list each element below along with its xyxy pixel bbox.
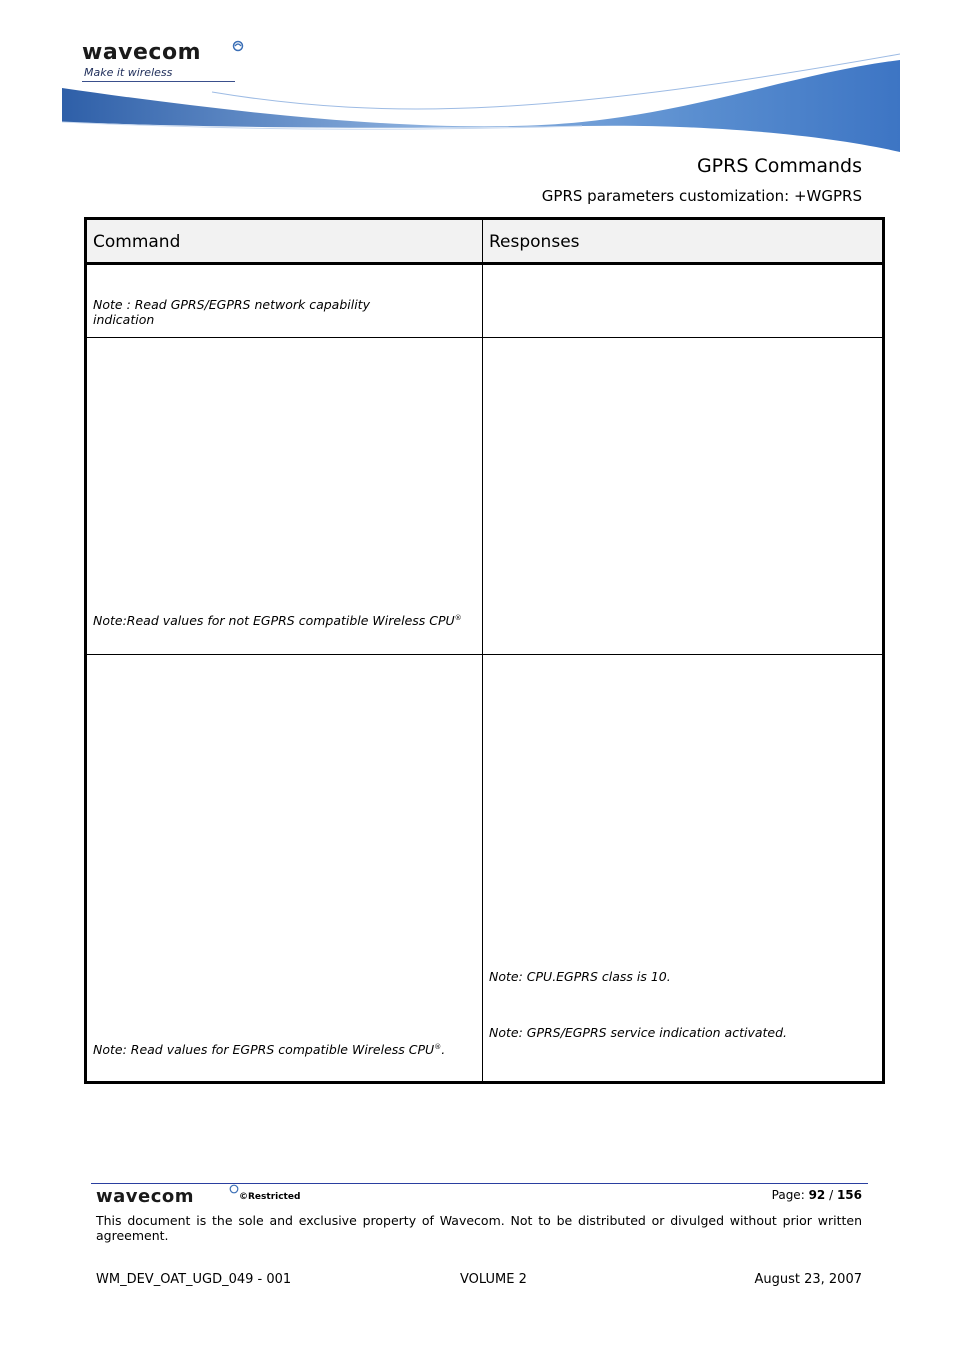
document-date: August 23, 2007 (754, 1272, 862, 1287)
command-cell (87, 265, 483, 337)
volume-label: VOLUME 2 (460, 1272, 527, 1287)
footer-logo-wordmark: wavecom (96, 1186, 195, 1207)
command-cell (87, 655, 483, 1081)
table-row (87, 265, 882, 338)
logo-swirl-icon (232, 40, 244, 52)
response-cell (483, 338, 882, 654)
table-row (87, 655, 882, 1081)
section-title: GPRS Commands (696, 155, 862, 177)
header-cell-command (87, 220, 483, 262)
command-note: Note: Read values for EGPRS compatible Wireless CPU®. (93, 1042, 446, 1057)
table-row (87, 338, 882, 655)
header-command-label: Command (93, 232, 181, 252)
response-cell (483, 265, 882, 337)
command-table (84, 217, 885, 1084)
footer-logo (96, 1184, 316, 1208)
header-responses-label: Responses (489, 232, 580, 252)
disclaimer-text: This document is the sole and exclusive property of Wavecom. Not to be distributed or divulged without prior written agreement. (96, 1213, 862, 1243)
response-note: Note: GPRS/EGPRS service indication activated. (489, 1025, 788, 1040)
logo-tagline: Make it wireless (84, 66, 173, 79)
header-swoosh-graphic (62, 52, 900, 157)
header-cell-responses (483, 220, 882, 262)
response-cell (483, 655, 882, 1081)
command-note: Note:Read values for not EGPRS compatible Wireless CPU® (93, 613, 462, 628)
logo-wordmark: wavecom (82, 40, 202, 65)
subsection-title: GPRS parameters customization: +WGPRS (541, 187, 862, 205)
table-header-row (87, 220, 882, 265)
page-number: Page: 92 / 156 (771, 1188, 862, 1202)
document-id: WM_DEV_OAT_UGD_049 - 001 (96, 1272, 292, 1287)
restricted-label: ©Restricted (239, 1192, 301, 1202)
response-note: Note: CPU.EGPRS class is 10. (489, 969, 671, 984)
footer-swirl-icon (229, 1184, 239, 1194)
command-cell (87, 338, 483, 654)
command-note: Note : Read GPRS/EGPRS network capability indication (93, 297, 370, 327)
